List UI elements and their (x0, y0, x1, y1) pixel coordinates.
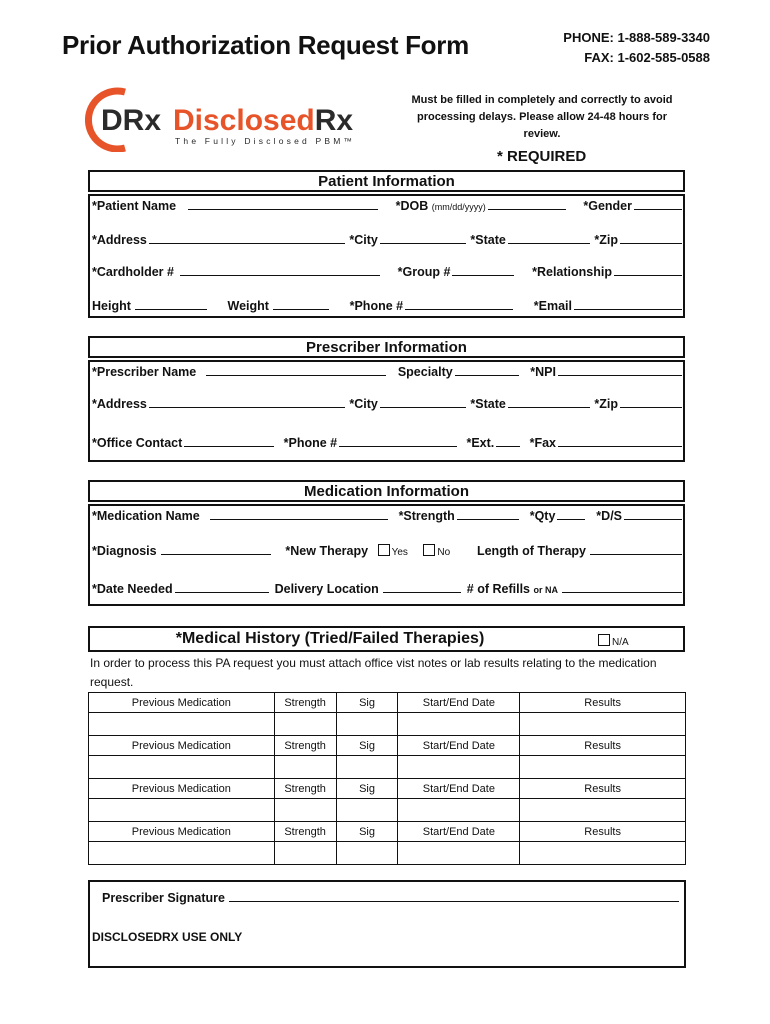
dob-field[interactable]: *DOB (mm/dd/yyyy) (396, 199, 566, 213)
new-therapy-yes-label: Yes (391, 547, 408, 558)
history-input-cell[interactable] (336, 756, 398, 779)
prescriber-signature-field[interactable]: Prescriber Signature (102, 891, 679, 905)
medication-history-table (88, 692, 686, 865)
specialty-field[interactable]: Specialty (398, 365, 519, 379)
patient-zip-field[interactable]: *Zip (594, 233, 682, 247)
history-input-cell[interactable] (398, 756, 520, 779)
required-legend: * REQUIRED (497, 148, 587, 165)
refills-field[interactable]: # of Refills or NA (467, 582, 682, 596)
history-input-cell[interactable] (89, 799, 275, 822)
history-header-row (89, 736, 686, 756)
new-therapy-no-checkbox[interactable] (423, 544, 435, 556)
medication-row-2 (92, 544, 682, 558)
history-column-header: Results (520, 779, 686, 799)
group-field[interactable]: *Group # (398, 265, 515, 279)
history-header-row (89, 822, 686, 842)
history-input-cell[interactable] (520, 799, 686, 822)
cardholder-field[interactable]: *Cardholder # (92, 265, 380, 279)
weight-field[interactable]: Weight (228, 299, 329, 313)
history-input-cell[interactable] (274, 799, 336, 822)
history-data-row (89, 799, 686, 822)
history-header-row (89, 693, 686, 713)
patient-row-3 (92, 265, 682, 279)
medication-row-1 (92, 509, 682, 523)
history-input-cell[interactable] (336, 799, 398, 822)
history-input-cell[interactable] (89, 756, 275, 779)
disclosedrx-logo (85, 86, 405, 152)
history-column-header: Results (520, 736, 686, 756)
form-title: Prior Authorization Request Form (62, 30, 469, 60)
history-input-cell[interactable] (520, 842, 686, 865)
new-therapy-no-label: No (437, 547, 451, 558)
history-column-header: Previous Medication (89, 779, 275, 799)
relationship-field[interactable]: *Relationship (532, 265, 682, 279)
history-column-header: Results (520, 693, 686, 713)
history-data-row (89, 842, 686, 865)
patient-address-field[interactable]: *Address (92, 233, 345, 247)
patient-section-heading: Patient Information (88, 170, 685, 192)
history-input-cell[interactable] (520, 713, 686, 736)
history-input-cell[interactable] (274, 842, 336, 865)
history-input-cell[interactable] (520, 756, 686, 779)
history-input-cell[interactable] (274, 713, 336, 736)
processing-notice: Must be filled in completely and correctly to avoid processing delays. Please allow 24-48 hours for review. (411, 94, 673, 140)
patient-row-4 (92, 299, 682, 313)
patient-email-field[interactable]: *Email (534, 299, 682, 313)
phone-number: PHONE: 1-888-589-3340 (563, 30, 710, 45)
medical-history-heading (88, 626, 685, 652)
strength-field[interactable]: *Strength (399, 509, 519, 523)
history-column-header: Previous Medication (89, 736, 275, 756)
history-input-cell[interactable] (336, 713, 398, 736)
patient-row-1 (92, 199, 682, 213)
medication-section-heading: Medication Information (88, 480, 685, 502)
history-column-header: Strength (274, 736, 336, 756)
prescriber-city-field[interactable]: *City (349, 397, 465, 411)
medication-row-3 (92, 582, 682, 596)
history-column-header: Start/End Date (398, 736, 520, 756)
history-column-header: Start/End Date (398, 693, 520, 713)
patient-phone-field[interactable]: *Phone # (350, 299, 514, 313)
history-input-cell[interactable] (398, 842, 520, 865)
patient-city-field[interactable]: *City (349, 233, 465, 247)
history-column-header: Sig (336, 779, 398, 799)
history-column-header: Start/End Date (398, 822, 520, 842)
prescriber-phone-field[interactable]: *Phone # (284, 436, 458, 450)
internal-use-label: DISCLOSEDRX USE ONLY (92, 930, 243, 944)
office-contact-field[interactable]: *Office Contact (92, 436, 274, 450)
history-instructions: In order to process this PA request you must attach office vist notes or lab results relating to the medication request. (90, 656, 657, 689)
history-input-cell[interactable] (336, 842, 398, 865)
medical-history-na-checkbox[interactable] (598, 634, 610, 646)
logo-tagline: The Fully Disclosed PBM™ (175, 136, 356, 146)
history-column-header: Start/End Date (398, 779, 520, 799)
gender-field[interactable]: *Gender (583, 199, 682, 213)
new-therapy-yes-checkbox[interactable] (378, 544, 390, 556)
npi-field[interactable]: *NPI (530, 365, 682, 379)
history-column-header: Strength (274, 693, 336, 713)
medication-name-field[interactable]: *Medication Name (92, 509, 388, 523)
history-data-row (89, 756, 686, 779)
prescriber-fax-field[interactable]: *Fax (530, 436, 682, 450)
prescriber-name-field[interactable]: *Prescriber Name (92, 365, 386, 379)
medical-history-title: *Medical History (Tried/Failed Therapies) (175, 630, 485, 647)
patient-row-2 (92, 233, 682, 247)
history-input-cell[interactable] (89, 842, 275, 865)
delivery-location-field[interactable]: Delivery Location (275, 582, 461, 596)
length-of-therapy-field[interactable]: Length of Therapy (477, 544, 682, 558)
logo-mark: DRx (101, 104, 162, 137)
history-input-cell[interactable] (398, 713, 520, 736)
qty-field[interactable]: *Qty (530, 509, 586, 523)
logo-name: DisclosedRx (173, 104, 354, 137)
history-column-header: Sig (336, 736, 398, 756)
diagnosis-field[interactable]: *Diagnosis (92, 544, 271, 558)
history-data-row (89, 713, 686, 736)
history-column-header: Results (520, 822, 686, 842)
prescriber-row-3 (92, 436, 682, 450)
prescriber-address-field[interactable]: *Address (92, 397, 345, 411)
new-therapy-field: *New Therapy Yes No (285, 544, 451, 558)
history-header-row (89, 779, 686, 799)
medical-history-na: N/A (598, 634, 629, 648)
ext-field[interactable]: *Ext. (466, 436, 520, 450)
history-column-header: Sig (336, 693, 398, 713)
history-column-header: Strength (274, 822, 336, 842)
patient-state-field[interactable]: *State (470, 233, 589, 247)
prescriber-state-field[interactable]: *State (470, 397, 589, 411)
date-needed-field[interactable]: *Date Needed (92, 582, 269, 596)
history-column-header: Sig (336, 822, 398, 842)
fax-number: FAX: 1-602-585-0588 (584, 50, 710, 65)
history-column-header: Previous Medication (89, 822, 275, 842)
history-input-cell[interactable] (89, 713, 275, 736)
prescriber-zip-field[interactable]: *Zip (594, 397, 682, 411)
prescriber-row-2 (92, 397, 682, 411)
history-column-header: Previous Medication (89, 693, 275, 713)
height-field[interactable]: Height (92, 299, 207, 313)
history-column-header: Strength (274, 779, 336, 799)
prescriber-row-1 (92, 365, 682, 379)
prescriber-section-heading: Prescriber Information (88, 336, 685, 358)
patient-name-field[interactable]: *Patient Name (92, 199, 378, 213)
history-input-cell[interactable] (274, 756, 336, 779)
logo-icon (85, 86, 405, 152)
ds-field[interactable]: *D/S (596, 509, 682, 523)
history-input-cell[interactable] (398, 799, 520, 822)
